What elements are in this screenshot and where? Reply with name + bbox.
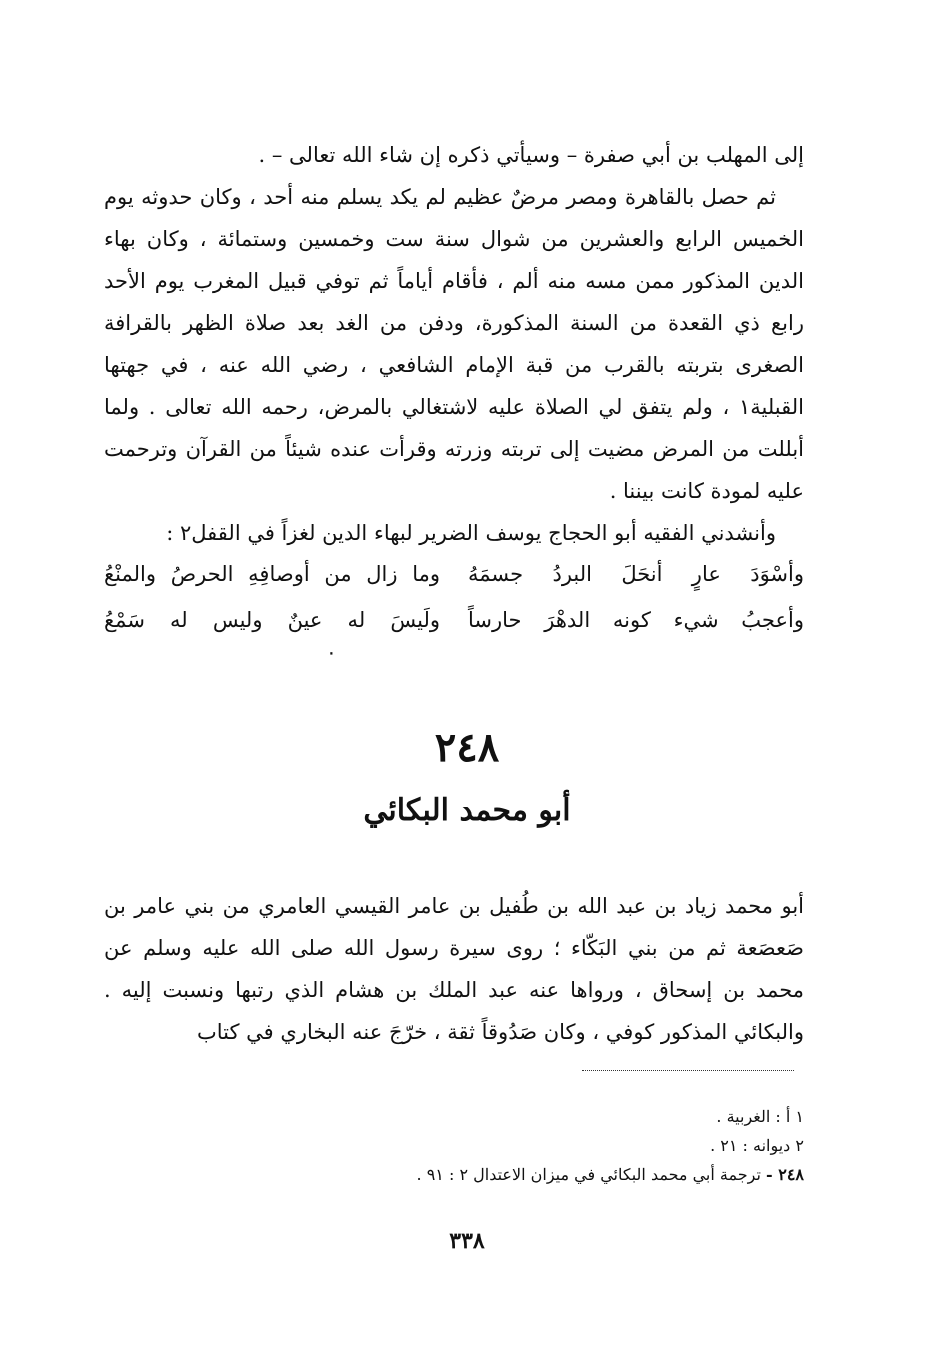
entry-paragraph: أبو محمد زياد بن عبد الله بن طُفيل بن عامر القيسي العامري من بني عامر بن صَعصَعة ثم من بني البَكّاء ؛ روى سيرة رسول الله صلى الله عليه وسلم عن محمد بن إسحاق ، ورواها عنه عبد الملك بن هشام الذي رتبها ونسبت إليه . والبكائي المذكور كوفي ، وكان صَدُوقاً ثقة ، خرّجَ عنه البخاري في كتاب bbox=[104, 894, 804, 1044]
footnote-item bbox=[104, 1160, 804, 1189]
entry-title: أبو محمد البكائي bbox=[363, 793, 571, 828]
paragraph-continuation: إلى المهلب بن أبي صفرة – وسيأتي ذكره إن شاء الله تعالى – . bbox=[258, 143, 804, 167]
footnote-number: ٢٤٨ - bbox=[766, 1165, 804, 1184]
page-number: ٣٣٨ bbox=[449, 1228, 485, 1254]
footnote-number: ٢ bbox=[795, 1136, 804, 1155]
footnote-item bbox=[104, 1131, 804, 1160]
footnote-divider bbox=[582, 1070, 794, 1071]
poem-lock-riddle bbox=[104, 551, 804, 643]
footnote-text: أ : الغربية . bbox=[716, 1107, 791, 1126]
footnote-text: ديوانه : ٢١ . bbox=[710, 1136, 791, 1155]
section-separator-dot: ٠ bbox=[326, 640, 337, 664]
verse-second-hemistich: ولَيسَ له عينٌ وليس له سَمْعُ bbox=[104, 608, 440, 632]
verse-second-hemistich: وما زال من أوصافِهِ الحرصُ والمنْعُ bbox=[104, 562, 440, 586]
footnote-number: ١ bbox=[795, 1107, 804, 1126]
footnote-item bbox=[104, 1102, 804, 1131]
verse-first-hemistich: وأسْوَدَ عارٍ أنحَلَ البردُ جسمَهُ bbox=[468, 562, 804, 586]
footnote-text: ترجمة أبي محمد البكائي في ميزان الاعتدال ٢ : ٩١ . bbox=[416, 1165, 761, 1184]
entry-number: ٢٤٨ bbox=[434, 724, 500, 771]
footnotes bbox=[104, 1102, 804, 1189]
verse-line bbox=[104, 597, 804, 643]
verse-first-hemistich: وأعجبُ شيء كونه الدهْرَ حارساً bbox=[468, 608, 804, 632]
continuation-text bbox=[104, 134, 804, 554]
verse-line bbox=[104, 551, 804, 597]
paragraph-death-account: ثم حصل بالقاهرة ومصر مرضٌ عظيم لم يكد يسلم منه أحد ، وكان حدوثه يوم الخميس الرابع والعشرين من شوال سنة ست وخمسين وستمائة ، وكان بهاء الدين المذكور ممن مسه منه ألم ، فأقام أياماً ثم توفي قبيل المغرب يوم الأحد رابع ذي القعدة من السنة المذكورة، ودفن من الغد بعد صلاة الظهر بالقرافة الصغرى بتربته بالقرب من قبة الإمام الشافعي ، رضي الله عنه ، في جهتها القبلية١ ، ولم يتفق لي الصلاة عليه لاشتغالي بالمرض، رحمه الله تعالى . ولما أبللت من المرض مضيت إلى تربته وزرته وقرأت عنده شيئاً من القرآن وترحمت عليه لمودة كانت بيننا . bbox=[104, 185, 804, 503]
entry-body bbox=[104, 885, 804, 1053]
paragraph-poem-intro: وأنشدني الفقيه أبو الحجاج يوسف الضرير لبهاء الدين لغزاً في القفل٢ : bbox=[166, 521, 776, 545]
